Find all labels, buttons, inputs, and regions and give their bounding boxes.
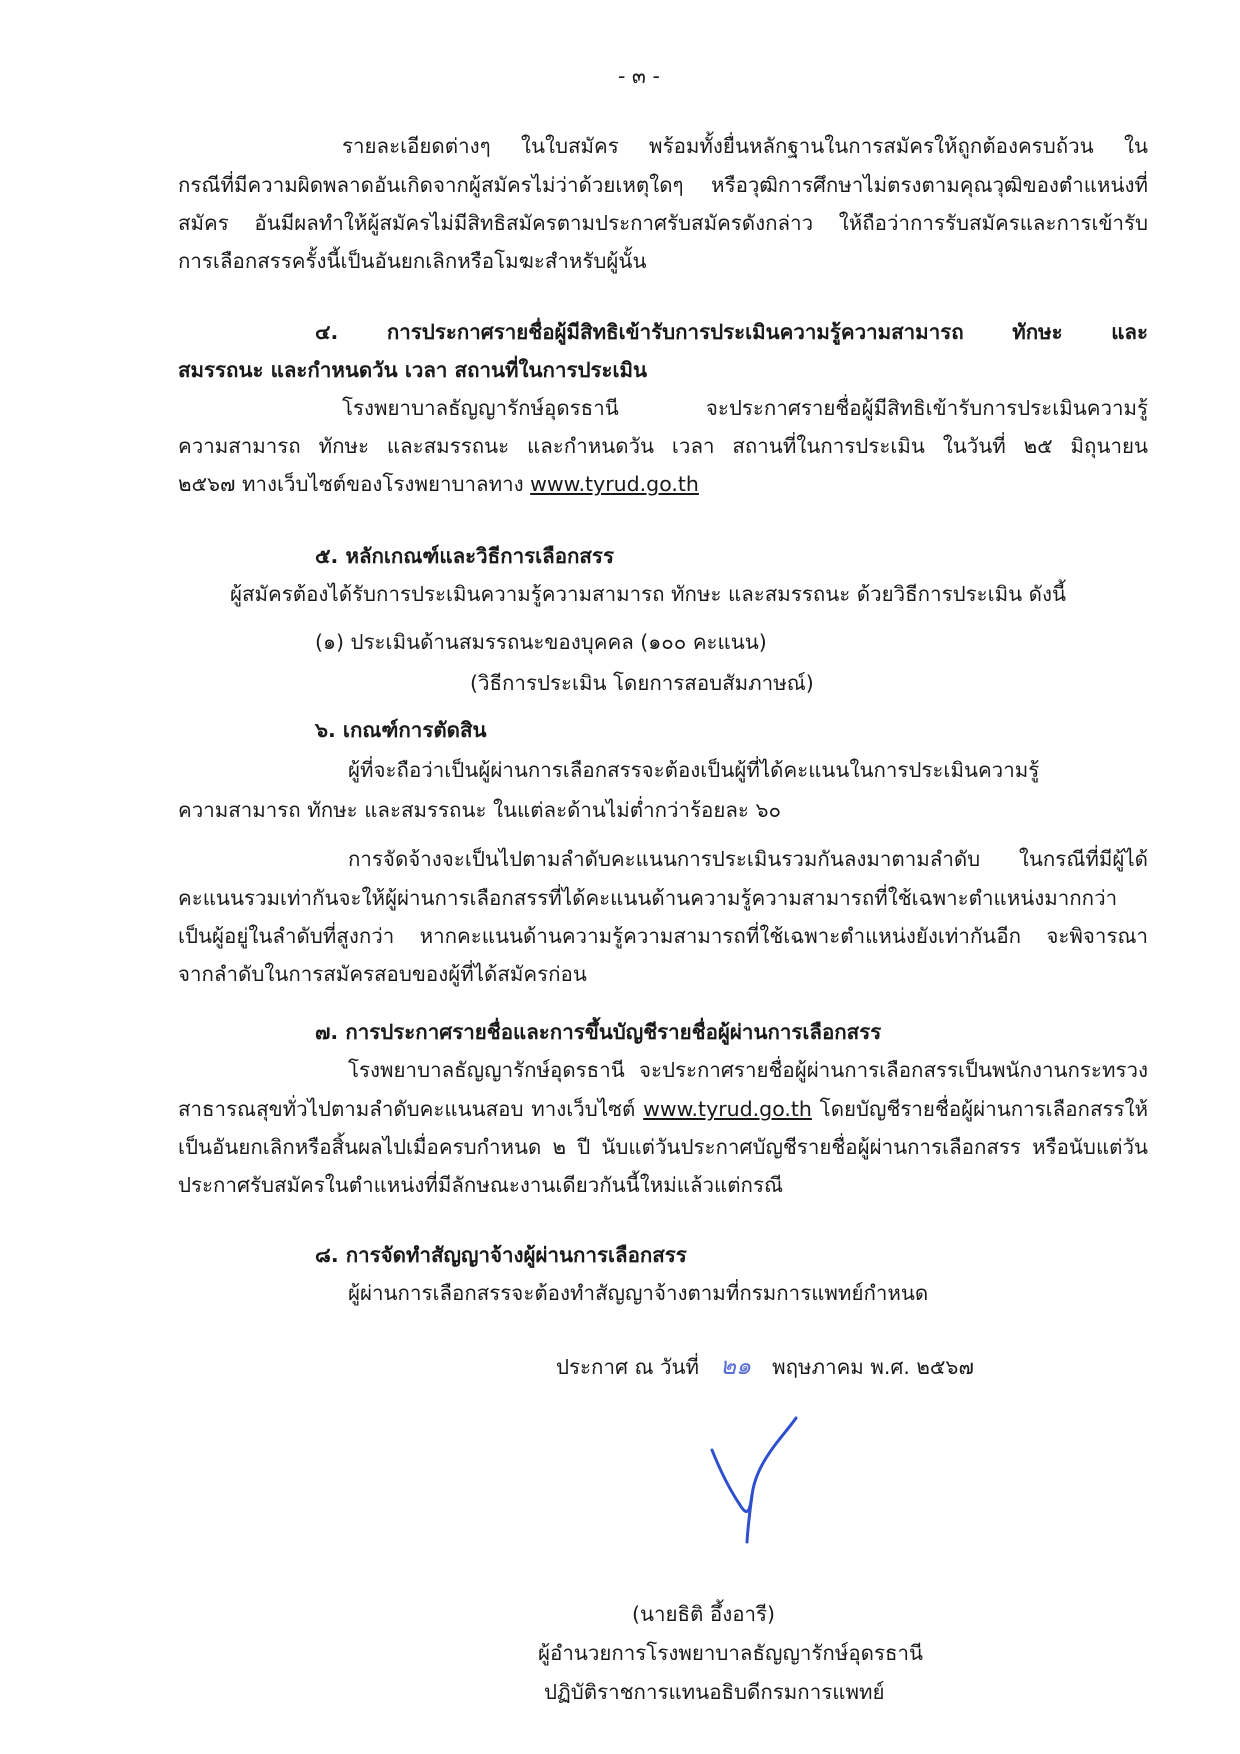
- section7-line-2-b: โดยบัญชีรายชื่อผู้ผ่านการเลือกสรรให้: [811, 1097, 1149, 1121]
- section7-line-2-a: สาธารณสุขทั่วไปตามลำดับคะแนนสอบ ทางเว็บไซต์: [178, 1097, 644, 1121]
- signatory-title-2: ปฏิบัติราชการแทนอธิบดีกรมการแพทย์: [544, 1680, 885, 1704]
- section6-p2-line-3: เป็นผู้อยู่ในลำดับที่สูงกว่า หากคะแนนด้านความรู้ความสามารถที่ใช้เฉพาะตำแหน่งยังเท่ากันอีก จะพิจารณา: [178, 924, 1148, 948]
- signatory-title-1: ผู้อำนวยการโรงพยาบาลธัญญารักษ์อุดรธานี: [538, 1641, 924, 1665]
- section8-line-1: ผู้ผ่านการเลือกสรรจะต้องทำสัญญาจ้างตามที่กรมการแพทย์กำหนด: [348, 1281, 929, 1305]
- intro-line-3: สมัคร อันมีผลทำให้ผู้สมัครไม่มีสิทธิสมัครตามประกาศรับสมัครดังกล่าว ให้ถือว่าการรับสมัครและการเข้ารับ: [178, 211, 1148, 235]
- section5-item-1: (๑) ประเมินด้านสมรรถนะของบุคคล (๑๐๐ คะแนน): [315, 630, 767, 654]
- website-link[interactable]: www.tyrud.go.th: [530, 472, 699, 496]
- announcement-prefix: ประกาศ ณ วันที่: [556, 1355, 700, 1379]
- section4-heading-line-1: ๔. การประกาศรายชื่อผู้มีสิทธิเข้ารับการประเมินความรู้ความสามารถ ทักษะ และ: [315, 320, 1148, 344]
- section6-p2-line-4: จากลำดับในการสมัครสอบของผู้ที่ได้สมัครก่อน: [178, 962, 587, 986]
- announcement-month-year: พฤษภาคม พ.ศ. ๒๕๖๗: [772, 1355, 974, 1379]
- announcement-date: [556, 1354, 974, 1378]
- handwritten-day: ๒๑: [720, 1352, 752, 1380]
- section7-heading: ๗. การประกาศรายชื่อและการขึ้นบัญชีรายชื่อผู้ผ่านการเลือกสรร: [315, 1020, 882, 1044]
- section4-line-3-text: ๒๕๖๗ ทางเว็บไซต์ของโรงพยาบาลทาง: [178, 472, 531, 496]
- section7-line-1: โรงพยาบาลธัญญารักษ์อุดรธานี จะประกาศรายชื่อผู้ผ่านการเลือกสรรเป็นพนักงานกระทรวง: [348, 1058, 1148, 1082]
- website-link-2[interactable]: www.tyrud.go.th: [643, 1097, 812, 1121]
- signature-image: [700, 1410, 810, 1550]
- section6-p2-line-2: คะแนนรวมเท่ากันจะให้ผู้ผ่านการเลือกสรรที่ได้คะแนนด้านความรู้ความสามารถที่ใช้เฉพาะตำแหน่งมากกว่า: [178, 886, 1118, 910]
- section4-heading-line-2: สมรรถนะ และกำหนดวัน เวลา สถานที่ในการประเมิน: [178, 358, 648, 382]
- section8-heading: ๘. การจัดทำสัญญาจ้างผู้ผ่านการเลือกสรร: [315, 1243, 687, 1267]
- section6-p2-line-1: การจัดจ้างจะเป็นไปตามลำดับคะแนนการประเมินรวมกันลงมาตามลำดับ ในกรณีที่มีผู้ได้: [348, 847, 1148, 871]
- section7-line-2: [178, 1099, 1148, 1120]
- section6-line-1: ผู้ที่จะถือว่าเป็นผู้ผ่านการเลือกสรรจะต้องเป็นผู้ที่ได้คะแนนในการประเมินความรู้: [348, 758, 1040, 782]
- section7-line-4: ประกาศรับสมัครในตำแหน่งที่มีลักษณะงานเดียวกันนี้ใหม่แล้วแต่กรณี: [178, 1173, 783, 1197]
- section5-heading: ๕. หลักเกณฑ์และวิธีการเลือกสรร: [315, 544, 614, 568]
- intro-line-2: กรณีที่มีความผิดพลาดอันเกิดจากผู้สมัครไม่ว่าด้วยเหตุใดๆ หรือวุฒิการศึกษาไม่ตรงตามคุณวุฒิของตำแหน่งที่: [178, 173, 1148, 197]
- intro-line-4: การเลือกสรรครั้งนี้เป็นอันยกเลิกหรือโมฆะสำหรับผู้นั้น: [178, 249, 647, 273]
- section4-line-2: ความสามารถ ทักษะ และสมรรถนะ และกำหนดวัน เวลา สถานที่ในการประเมิน ในวันที่ ๒๕ มิถุนายน: [178, 434, 1148, 458]
- intro-line-1: รายละเอียดต่างๆ ในใบสมัคร พร้อมทั้งยื่นหลักฐานในการสมัครให้ถูกต้องครบถ้วน ใน: [342, 134, 1148, 158]
- section7-line-3: เป็นอันยกเลิกหรือสิ้นผลไปเมื่อครบกำหนด ๒ ปี นับแต่วันประกาศบัญชีรายชื่อผู้ผ่านการเลือกสรร หรือนับแต่วัน: [178, 1135, 1148, 1159]
- signatory-name: (นายธิติ อึ้งอารี): [632, 1602, 776, 1626]
- section5-item-1-note: (วิธีการประเมิน โดยการสอบสัมภาษณ์): [470, 671, 814, 695]
- section6-line-2: ความสามารถ ทักษะ และสมรรถนะ ในแต่ละด้านไม่ต่ำกว่าร้อยละ ๖๐: [178, 798, 781, 822]
- section4-line-1: โรงพยาบาลธัญญารักษ์อุดรธานี จะประกาศรายชื่อผู้มีสิทธิเข้ารับการประเมินความรู้: [342, 396, 1148, 420]
- section5-line-1: ผู้สมัครต้องได้รับการประเมินความรู้ความสามารถ ทักษะ และสมรรถนะ ด้วยวิธีการประเมิน ดังนี้: [230, 582, 1067, 606]
- section6-heading: ๖. เกณฑ์การตัดสิน: [315, 718, 487, 742]
- page-number: - ๓ -: [618, 64, 660, 88]
- section4-line-3: [178, 474, 699, 495]
